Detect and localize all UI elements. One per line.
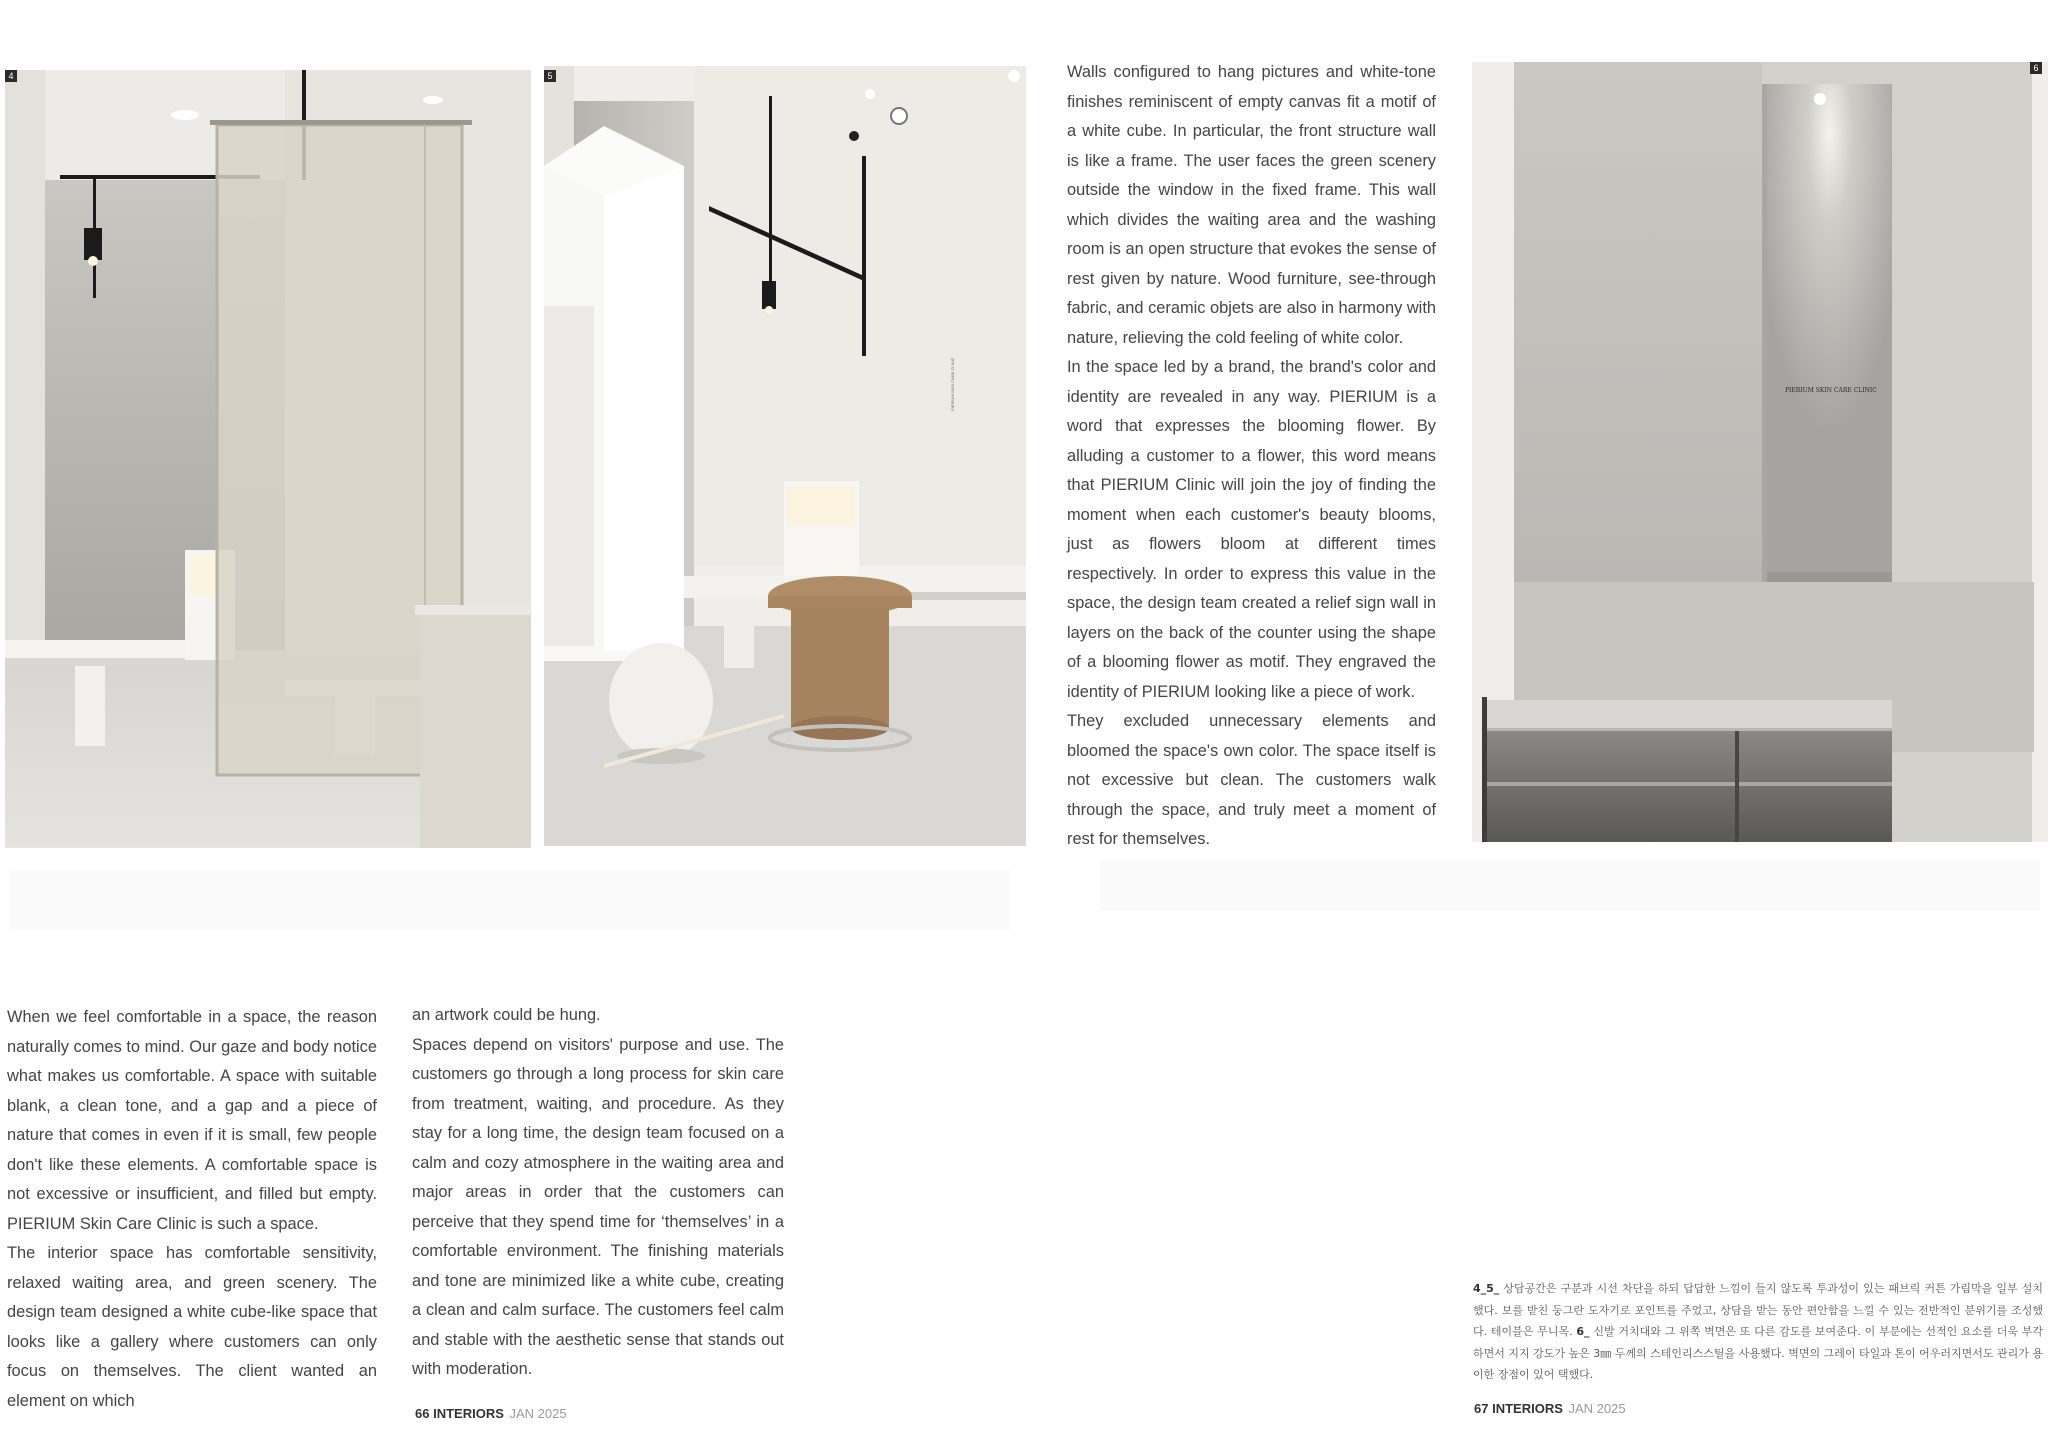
paragraph: The interior space has comfortable sensitivity, relaxed waiting area, and green scenery. The design team designed a white cube-like space that looks like a gallery where customers can only focus on themselves. The client wanted an element on which	[7, 1244, 377, 1410]
photo-caption	[1473, 1278, 2043, 1386]
sign-text: PIERIUM SKIN CARE CLINIC	[1785, 387, 1877, 394]
issue-date: JAN 2025	[509, 1406, 567, 1421]
folio-left	[415, 1406, 567, 1421]
issue-date: JAN 2025	[1568, 1401, 1626, 1416]
caption-label: 6_	[1576, 1325, 1590, 1338]
bleed-through-artifact	[1100, 860, 2040, 910]
photo-6	[1472, 62, 2048, 842]
photo-5	[544, 66, 1026, 846]
caption-label: 4_5_	[1473, 1282, 1500, 1295]
magazine-name: INTERIORS	[433, 1406, 504, 1421]
photo-number-badge: 5	[544, 70, 556, 82]
bleed-through-artifact	[10, 870, 1010, 930]
paragraph: Spaces depend on visitors' purpose and use. The customers go through a long process for skin care from treatment, waiting, and procedure. As they stay for a long time, the design team focused on a calm and cozy atmosphere in the waiting area and major areas in order that the customers can perceive that they spend time for ‘themselves’ in a comfortable environment. The finishing materials and tone are minimized like a white cube, creating a clean and calm surface. The customers feel calm and stable with the aesthetic sense that stands out with moderation.	[412, 1035, 784, 1378]
article-column-1	[7, 1003, 377, 1416]
caption-text: 신발 거치대와 그 위쪽 벽면은 또 다른 감도를 보여준다. 이 부분에는 선적인 요소를 더욱 부각하면서 지지 강도가 높은 3㎜ 두께의 스테인리스스틸을 사용했다. 벽면의 그레이 타일과 톤이 어우러지면서도 관리가 용이한 장점이 있어 택했다.	[1473, 1325, 2044, 1381]
magazine-name: INTERIORS	[1492, 1401, 1563, 1416]
svg-text:PIERIUM SKIN CARE CLINIC: PIERIUM SKIN CARE CLINIC	[950, 357, 955, 411]
folio-right	[1474, 1401, 1626, 1416]
article-column-right	[1067, 58, 1436, 855]
photo-number-badge: 4	[5, 70, 17, 82]
page-number: 66	[415, 1406, 430, 1421]
photo-number-badge: 6	[2030, 62, 2042, 74]
paragraph: When we feel comfortable in a space, the reason naturally comes to mind. Our gaze and body notice what makes us comfortable. A space with suitable blank, a clean tone, and a gap and a piece of nature that comes in even if it is small, few people don't like these elements. A comfortable space is not excessive or insufficient, and filled but empty. PIERIUM Skin Care Clinic is such a space.	[7, 1008, 377, 1233]
paragraph: They excluded unnecessary elements and bloomed the space's own color. The space itself is not excessive but clean. The customers walk through the space, and truly meet a moment of rest for themselves.	[1067, 712, 1436, 848]
paragraph: an artwork could be hung.	[412, 1006, 601, 1024]
page-number: 67	[1474, 1401, 1489, 1416]
paragraph: Walls configured to hang pictures and white-tone finishes reminiscent of empty canvas fit a motif of a white cube. In particular, the front structure wall is like a frame. The user faces the green scenery outside the window in the fixed frame. This wall which divides the waiting area and the washing room is an open structure that evokes the sense of rest given by nature. Wood furniture, see-through fabric, and ceramic objets are also in harmony with nature, relieving the cold feeling of white color.	[1067, 63, 1436, 347]
photo-4	[5, 70, 531, 848]
paragraph: In the space led by a brand, the brand's color and identity are revealed in any way. PIERIUM is a word that expresses the blooming flower. By alluding a customer to a flower, this word means that PIERIUM Clinic will join the joy of finding the moment when each customer's beauty blooms, just as flowers bloom at different times respectively. In order to express this value in the space, the design team created a relief sign wall in layers on the back of the counter using the shape of a blooming flower as motif. They engraved the identity of PIERIUM looking like a piece of work.	[1067, 358, 1436, 701]
article-column-2	[412, 1001, 784, 1385]
caption-text: 상담공간은 구분과 시선 차단을 하되 답답한 느낌이 들지 않도록 투과성이 있는 패브릭 커튼 가림막을 일부 설치했다. 보를 받친 둥그란 도자기로 포인트를 주었고, 상담을 받는 동안 편안함을 느낄 수 있는 전반적인 분위기를 조성했다. 테이블은 무니목.	[1473, 1282, 2044, 1338]
